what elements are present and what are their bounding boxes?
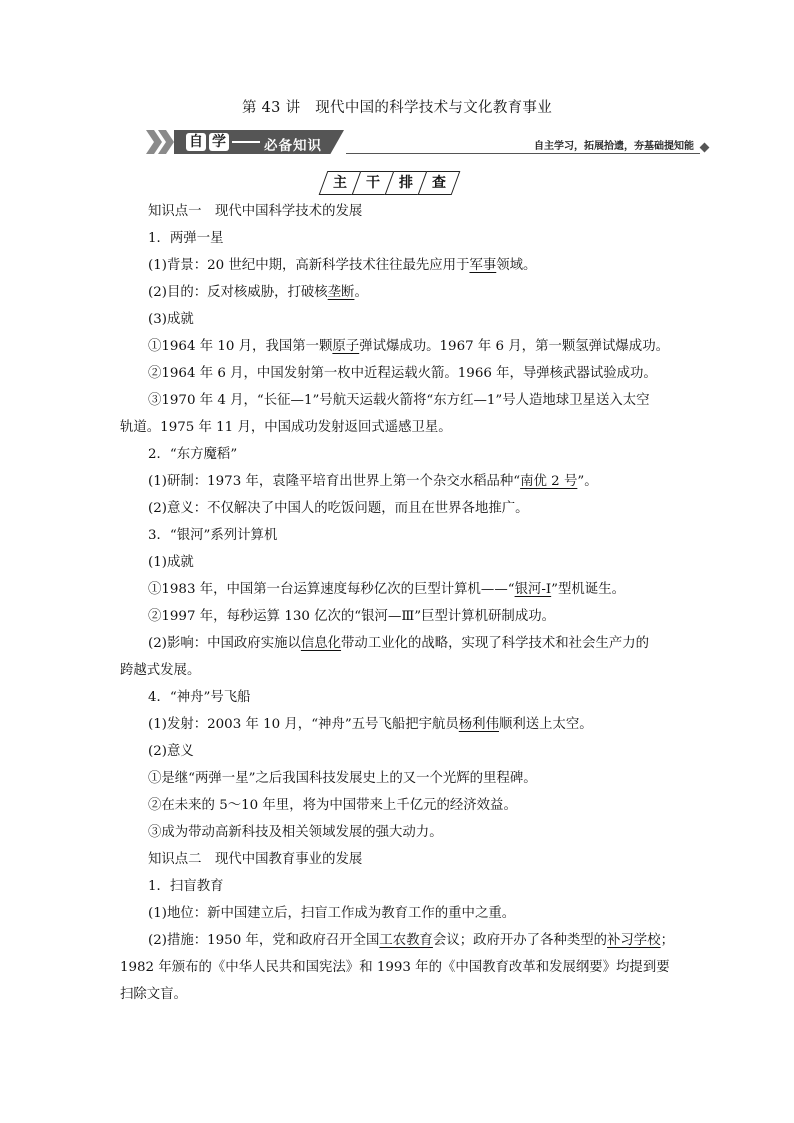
document-body [120,198,678,1008]
page-title: 第 43 讲 现代中国的科学技术与文化教育事业 [241,100,553,116]
banner-rule [346,153,700,154]
banner-badge: 学 [209,133,229,151]
paragraph: ③成为带动高新科技及相关领域发展的强大动力。 [148,825,443,840]
subheading-super-rice: 2．“东方魔稻” [148,447,238,462]
paragraph: (1)发射：2003 年 10 月，“神舟”五号飞船把宇航员杨利伟顺利送上太空。 [148,717,593,732]
paragraph: ③1970 年 4 月，“长征—1”号航天运载火箭将“东方红—1”号人造地球卫星送入太空 [148,393,650,408]
section-banner [146,127,708,157]
paragraph: (1)地位：新中国建立后，扫盲工作成为教育工作的重中之重。 [148,906,516,921]
underlined-term: 工农教育 [379,933,433,948]
underlined-term: 杨利伟 [458,717,499,732]
underlined-term: 银河-Ⅰ [514,582,552,597]
underlined-term: 垄断 [327,285,355,300]
banner-badge: 自 [186,133,206,151]
paragraph: (2)目的：反对核威胁，打破核垄断。 [148,285,368,300]
underlined-term: 南优 2 号 [520,474,578,489]
underlined-term: 信息化 [300,636,342,651]
paragraph: (1)研制：1973 年，袁隆平培育出世界上第一个杂交水稻品种“南优 2 号”。 [148,474,598,489]
paragraph-continuation: 轨道。1975 年 11 月，中国成功发射返回式遥感卫星。 [120,420,452,435]
paragraph: (2)意义：不仅解决了中国人的吃饭问题，而且在世界各地推广。 [148,501,529,516]
paragraph: (1)成就 [148,555,194,570]
paragraph: (3)成就 [148,312,194,327]
chevron-right-icon [158,130,174,154]
paragraph: (2)影响：中国政府实施以信息化带动工业化的战略，实现了科学技术和社会生产力的 [148,636,650,651]
underlined-term: 补习学校 [607,933,661,948]
subheading-literacy: 1．扫盲教育 [148,879,224,894]
subheading-shenzhou: 4．“神舟”号飞船 [148,690,251,705]
section-heading-char: 主 [319,171,362,195]
paragraph: ①是继“两弹一星”之后我国科技发展史上的又一个光辉的里程碑。 [148,771,537,786]
banner-dash [232,141,260,143]
banner-slogan: 自主学习，拓展拾遗，夯基础提知能 [534,141,694,152]
paragraph-continuation: 扫除文盲。 [120,987,187,1002]
subheading-yinhe-computer: 3．“银河”系列计算机 [148,528,278,543]
diamond-icon [700,143,710,153]
underlined-term: 原子 [332,339,360,354]
section-heading [324,171,456,195]
paragraph: (2)意义 [148,744,194,759]
underlined-term: 军事 [469,258,497,273]
subheading-two-bombs: 1．两弹一星 [148,231,224,246]
paragraph: (2)措施：1950 年，党和政府召开全国工农教育会议；政府开办了各种类型的补习学校； [148,933,674,948]
paragraph-continuation: 跨越式发展。 [120,663,201,678]
paragraph: ②1964 年 6 月，中国发射第一枚中近程运载火箭。1966 年，导弹核武器试验成功。 [148,366,657,381]
paragraph: ①1983 年，中国第一台运算速度每秒亿次的巨型计算机——“银河-Ⅰ”型机诞生。 [148,582,625,597]
paragraph: (1)背景：20 世纪中期，高新科学技术往往最先应用于军事领域。 [148,258,537,273]
heading-knowledge-2: 知识点二 现代中国教育事业的发展 [148,852,363,867]
paragraph-continuation: 1982 年颁布的《中华人民共和国宪法》和 1993 年的《中国教育改革和发展纲要》均提到要 [120,960,670,975]
paragraph: ②1997 年，每秒运算 130 亿次的“银河—Ⅲ”巨型计算机研制成功。 [148,609,555,624]
section-heading-char: 干 [352,171,395,195]
section-heading-char: 排 [385,171,428,195]
paragraph: ①1964 年 10 月，我国第一颗原子弹试爆成功。1967 年 6 月，第一颗氢弹试爆成功。 [148,339,669,354]
paragraph: ②在未来的 5～10 年里，将为中国带来上千亿元的经济效益。 [148,798,517,813]
section-heading-char: 查 [418,171,461,195]
banner-subtitle: 必备知识 [264,138,322,154]
heading-knowledge-1: 知识点一 现代中国科学技术的发展 [148,204,363,219]
